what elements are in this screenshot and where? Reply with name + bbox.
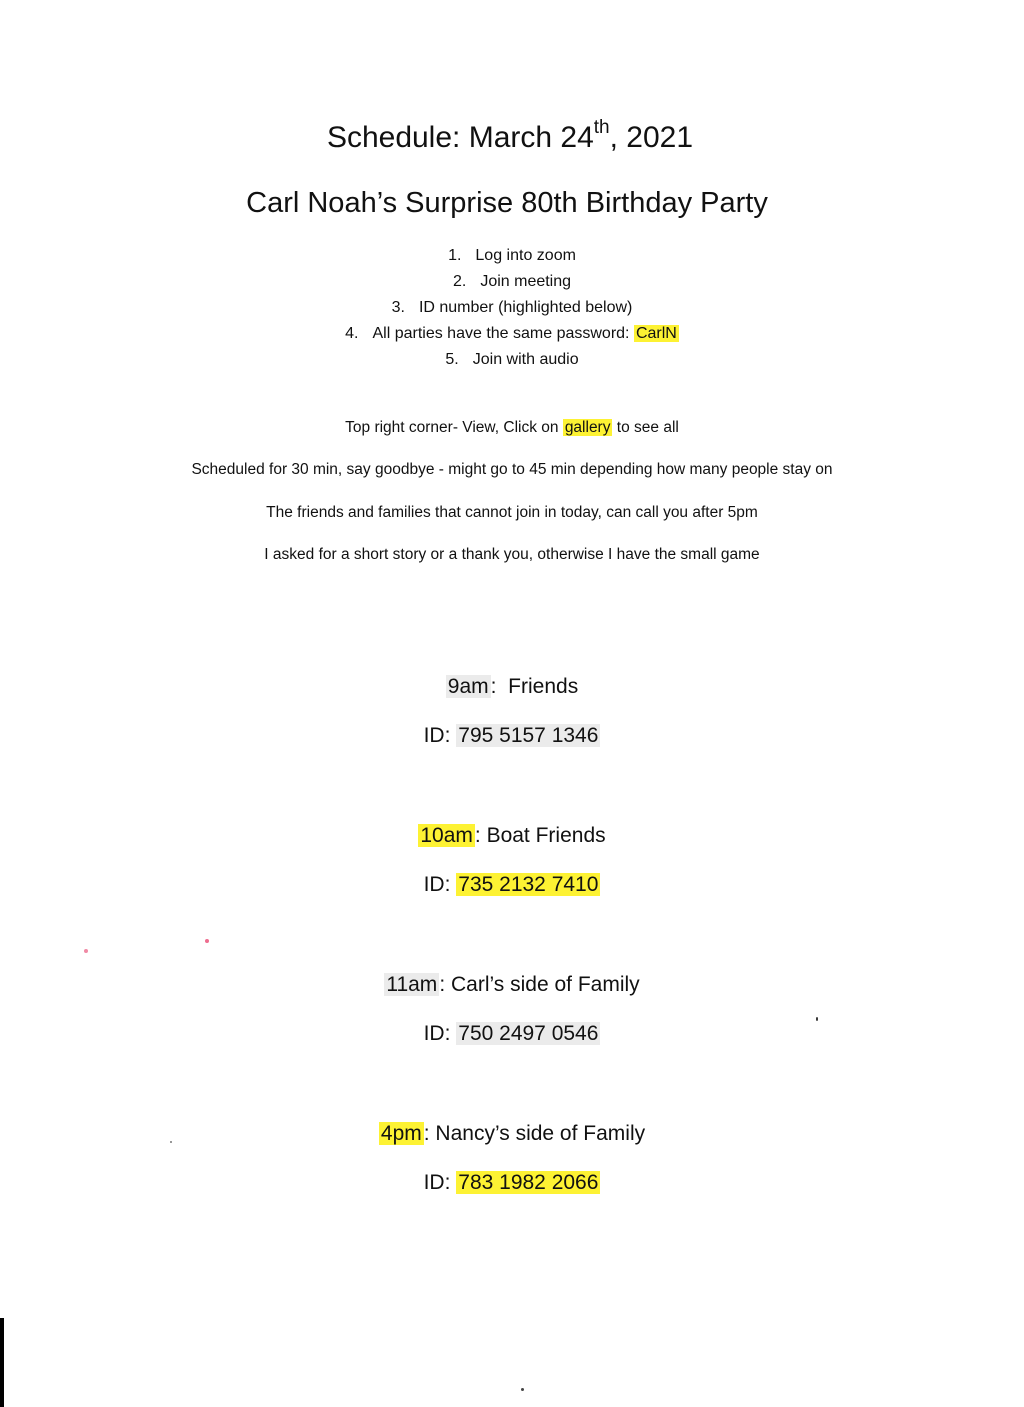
password-highlight: CarlN [635, 325, 677, 342]
scan-speck [84, 949, 88, 953]
step-number: 3. [391, 299, 405, 316]
party-subtitle: Carl Noah’s Surprise 80th Birthday Party [246, 187, 768, 219]
step-text: ID number (highlighted below) [418, 299, 633, 316]
id-label: ID: [423, 1171, 457, 1194]
session-separator: : [490, 675, 509, 698]
session-id-line [0, 1018, 1024, 1050]
session-group: Boat Friends [486, 824, 606, 847]
step-item [0, 269, 1024, 295]
scan-speck [521, 1388, 524, 1391]
view-instructions [0, 417, 1024, 439]
id-label: ID: [423, 724, 457, 747]
session-group: Carl’s side of Family [450, 973, 640, 996]
session-separator: : [439, 973, 451, 996]
session-heading [0, 820, 1024, 852]
step-item [0, 347, 1024, 373]
step-number: 4. [345, 325, 359, 342]
session-id-line [0, 720, 1024, 752]
session-id-line [0, 1167, 1024, 1199]
view-text-before: Top right corner- View, Click on [345, 419, 563, 436]
title-prefix: Schedule: March 24 [326, 121, 594, 154]
step-text: Log into zoom [475, 247, 576, 264]
meeting-id: 750 2497 0546 [458, 1022, 599, 1045]
session-separator: : [423, 1122, 436, 1145]
meeting-id: 783 1982 2066 [458, 1171, 599, 1194]
scan-speck [170, 1141, 172, 1143]
step-text: All parties have the same password: [372, 325, 634, 342]
view-text-after: to see all [612, 419, 679, 436]
id-label: ID: [423, 1022, 457, 1045]
session-id-line [0, 869, 1024, 901]
session-heading [0, 671, 1024, 703]
schedule-title [0, 114, 1022, 162]
step-item [0, 243, 1024, 269]
story-note: I asked for a short story or a thank you, otherwise I have the small game [264, 546, 760, 563]
step-number: 1. [448, 247, 462, 264]
session-time: 9am [447, 675, 489, 698]
duration-note: Scheduled for 30 min, say goodbye - might go to 45 min depending how many people stay on [191, 461, 833, 478]
scan-speck [205, 939, 209, 943]
step-item [0, 295, 1024, 321]
step-number: 2. [452, 273, 467, 290]
session-time: 4pm [380, 1122, 422, 1145]
session-time: 11am [386, 973, 438, 996]
step-text: Join with audio [472, 351, 579, 368]
session-group: Friends [508, 675, 579, 698]
scan-edge-mark [0, 1318, 4, 1407]
step-number: 5. [445, 351, 459, 368]
session-separator: : [474, 824, 487, 847]
step-item [0, 321, 1024, 347]
instruction-steps [0, 243, 1024, 373]
call-later-note: The friends and families that cannot join in today, can call you after 5pm [266, 504, 758, 521]
title-suffix: , 2021 [609, 121, 694, 154]
gallery-highlight: gallery [564, 419, 611, 436]
id-label: ID: [423, 873, 457, 896]
step-text: Join meeting [480, 273, 572, 290]
title-superscript: th [593, 117, 610, 138]
meeting-id: 795 5157 1346 [458, 724, 599, 747]
session-group: Nancy’s side of Family [435, 1122, 646, 1145]
session-heading [0, 969, 1024, 1001]
session-heading [0, 1118, 1024, 1150]
meeting-id: 735 2132 7410 [458, 873, 599, 896]
scan-speck [816, 1017, 818, 1021]
session-time: 10am [420, 824, 473, 847]
